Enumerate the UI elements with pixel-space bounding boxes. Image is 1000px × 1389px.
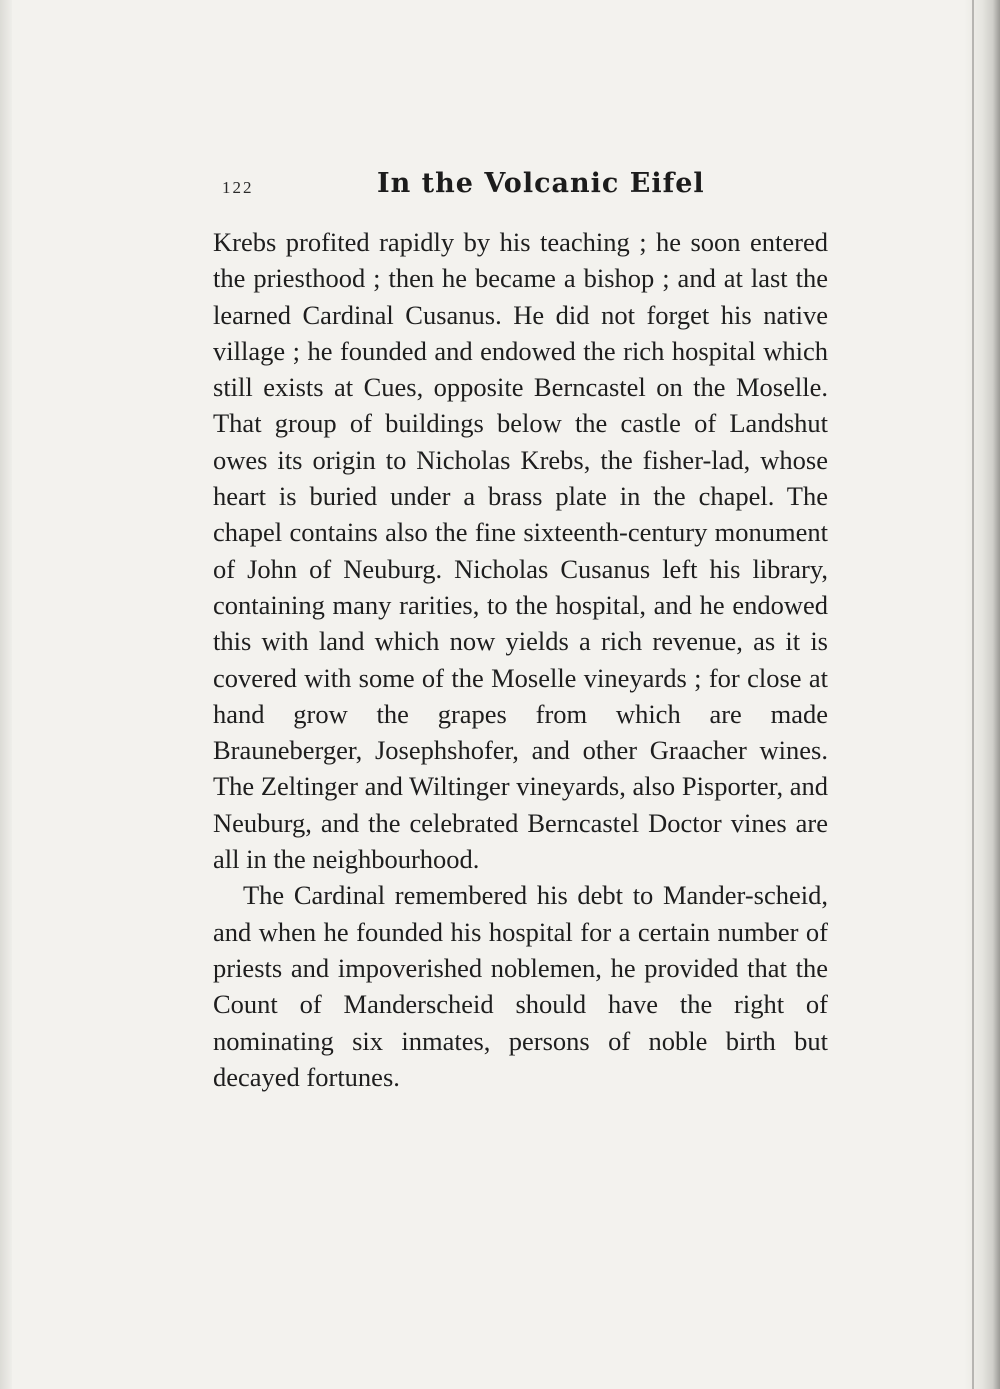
page-left-edge [0, 0, 12, 1389]
paragraph: Krebs profited rapidly by his teaching ; he soon entered the priesthood ; then he became a bishop ; and at last the learned Cardinal Cusanus. He did not forget his native village ; he founded and endowed the rich hospital which still exists at Cues, opposite Berncastel on the Moselle. That group of buildings below the castle of Landshut owes its origin to Nicholas Krebs, the fisher-lad, whose heart is buried under a brass plate in the chapel. The chapel contains also the fine sixteenth-century monument of John of Neuburg. Nicholas Cusanus left his library, containing many rarities, to the hospital, and he endowed this with land which now yields a rich revenue, as it is covered with some of the Moselle vineyards ; for close at hand grow the grapes from which are made Brauneberger, Josephshofer, and other Graacher wines. The Zeltinger and Wiltinger vineyards, also Pisporter, and Neuburg, and the celebrated Berncastel Doctor vines are all in the neighbourhood. [213, 227, 828, 875]
paragraph: The Cardinal remembered his debt to Mander-scheid, and when he founded his hospital for a certain number of priests and impoverished noblemen, he provided that the Count of Manderscheid should have the right of nominating six inmates, persons of noble birth but decayed fortunes. [213, 880, 828, 1092]
running-header [222, 168, 822, 212]
page-gutter-line [972, 0, 974, 1389]
body-text [213, 224, 828, 1095]
page-number: 122 [222, 178, 254, 197]
page-right-edge [964, 0, 1000, 1389]
running-title: In the Volcanic Eifel [377, 168, 705, 199]
